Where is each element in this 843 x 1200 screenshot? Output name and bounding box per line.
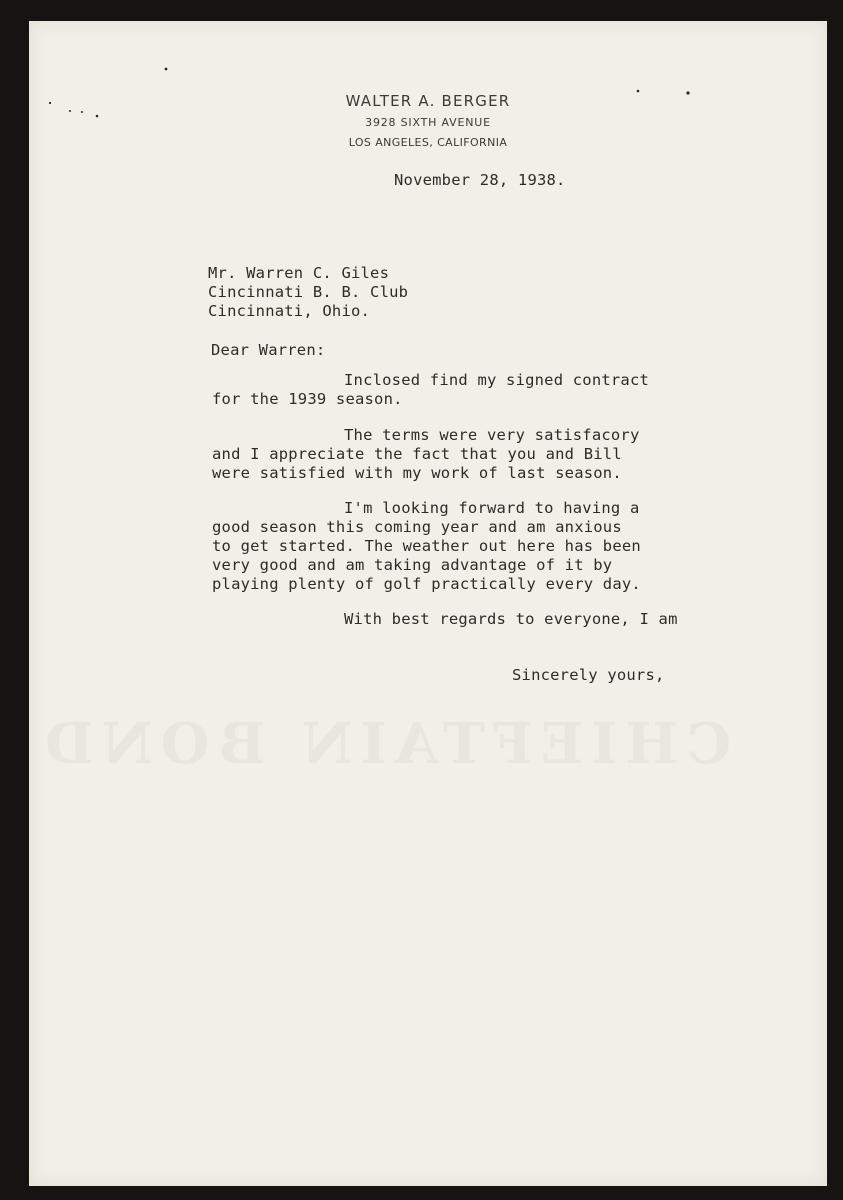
paragraph-1-line-2: for the 1939 season.: [212, 390, 403, 408]
letter-date: November 28, 1938.: [394, 171, 566, 189]
recipient-organization: Cincinnati B. B. Club: [208, 283, 409, 301]
letterhead-name: WALTER A. BERGER: [345, 92, 511, 110]
letterhead-city: LOS ANGELES, CALIFORNIA: [348, 136, 508, 149]
paragraph-4-line-1: With best regards to everyone, I am: [344, 610, 678, 628]
recipient-city: Cincinnati, Ohio.: [208, 302, 371, 320]
closing: Sincerely yours,: [512, 666, 665, 684]
paragraph-3-line-4: very good and am taking advantage of it by: [212, 556, 613, 574]
paragraph-3-line-1: I'm looking forward to having a: [344, 499, 640, 517]
paragraph-1-line-1: Inclosed find my signed contract: [344, 371, 650, 389]
salutation: Dear Warren:: [211, 341, 326, 359]
paragraph-2-line-3: were satisfied with my work of last season.: [212, 464, 622, 482]
paragraph-2-line-2: and I appreciate the fact that you and Bill: [212, 445, 622, 463]
recipient-name: Mr. Warren C. Giles: [208, 264, 390, 282]
paragraph-3-line-2: good season this coming year and am anxious: [212, 518, 622, 536]
letter-page: [29, 21, 827, 1186]
paragraph-3-line-5: playing plenty of golf practically every day.: [212, 575, 641, 593]
letterhead-street: 3928 SIXTH AVENUE: [365, 116, 491, 129]
paragraph-3-line-3: to get started. The weather out here has been: [212, 537, 641, 555]
paper-watermark: CHIEFTAIN BOND: [37, 711, 731, 777]
paragraph-2-line-1: The terms were very satisfacory: [344, 426, 640, 444]
